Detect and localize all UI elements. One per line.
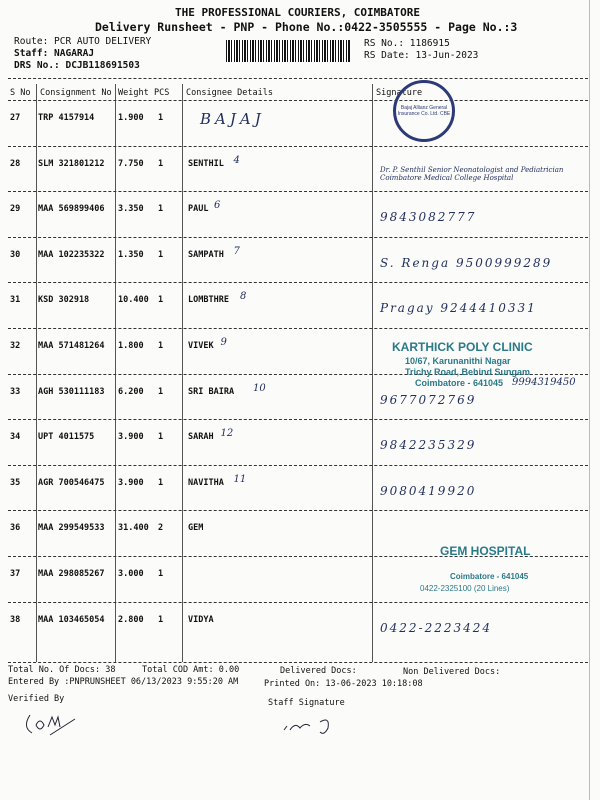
col-signature: Signature [376,88,423,98]
weight: 10.400 [118,295,149,306]
recipient-signature: 9080419920 [380,483,477,498]
weight: 1.800 [118,341,144,351]
row-divider [8,510,588,511]
handwritten-note: 11 [233,473,247,485]
consignment-number: KSD 302918 [38,295,90,306]
pieces: 1 [158,341,164,351]
entered-by: Entered By :PNPRUNSHEET 06/13/2023 9:55:20 AM [8,677,239,687]
verifier-signature [20,707,80,737]
consignment-number: TRP 4157914 [38,113,95,123]
consignment-number: MAA 102235322 [38,249,105,260]
weight: 7.750 [118,158,144,169]
table-row [0,291,600,342]
consignee-name: GEM [188,523,204,534]
handwritten-note: 8 [240,291,247,303]
weight: 1.350 [118,249,144,260]
handwritten-note: 6 [214,200,221,212]
pieces: 1 [158,113,164,123]
rs-number: RS No.: 1186915 [364,38,450,49]
table-row [0,473,600,525]
delivered-docs: Delivered Docs: [280,666,357,676]
hospital-stamp-name: GEM HOSPITAL [440,544,531,558]
weight: 3.900 [118,477,144,488]
serial-number: 29 [10,204,21,215]
col-consignee: Consignee Details [186,88,273,98]
table-row [0,200,600,251]
handwritten-note: 4 [233,154,240,166]
row-divider [8,191,588,192]
company-title: THE PROFESSIONAL COURIERS, COIMBATORE [175,6,421,19]
insurance-seal [393,80,455,142]
pieces: 1 [158,569,164,579]
weight: 3.000 [118,569,144,579]
pieces: 1 [158,158,164,169]
total-cod: Total COD Amt: 0.00 [142,665,240,675]
col-sno: S No [10,88,31,98]
seal-text: Bajaj Allianz General Insurance Co. Ltd. CBE [397,105,451,117]
serial-number: 36 [10,523,21,534]
drs-number: DRS No.: DCJB118691503 [14,60,140,71]
row-divider [8,419,588,420]
consignment-number: MAA 298085267 [38,569,105,579]
col-consignment: Consignment No [40,88,112,98]
serial-number: 32 [10,341,21,351]
row-divider [8,282,588,283]
serial-number: 35 [10,477,21,488]
pieces: 1 [158,386,164,397]
consignment-number: AGR 700546475 [38,477,105,488]
total-docs: Total No. Of Docs: 38 [8,665,116,675]
consignee-name: NAVITHA [188,477,224,488]
consignment-number: MAA 299549533 [38,523,105,534]
consignee-name: PAUL [188,204,209,215]
clinic-phone-handwritten: 9994319450 [512,377,576,388]
consignee-name: VIDYA [188,614,214,625]
table-row [0,154,600,206]
barcode [226,40,350,62]
handwritten-note: 7 [233,245,240,257]
handwritten-note: 9 [220,337,227,348]
weight: 31.400 [118,523,149,534]
table-row [0,428,600,479]
col-weight: Weight [118,88,149,98]
serial-number: 28 [10,158,21,169]
table-row [0,245,600,297]
verified-by-label: Verified By [8,694,65,704]
row-divider [8,100,588,101]
pieces: 1 [158,249,164,260]
hospital-stamp-phone: 0422-2325100 (20 Lines) [420,584,510,593]
rs-date: RS Date: 13-Jun-2023 [364,50,479,61]
consignment-number: SLM 321801212 [38,158,105,169]
route: Route: PCR AUTO DELIVERY [14,36,152,47]
serial-number: 38 [10,614,21,625]
staff: Staff: NAGARAJ [14,48,95,59]
recipient-signature: 9843082777 [380,210,477,225]
recipient-signature: S. Renga 9500999289 [380,255,553,270]
clinic-stamp-name: KARTHICK POLY CLINIC [392,340,533,354]
pieces: 1 [158,204,164,215]
staff-signature-label: Staff Signature [268,698,345,708]
clinic-stamp-address: 10/67, Karunanithi Nagar [405,356,511,366]
consignment-number: MAA 103465054 [38,614,105,625]
handwritten-note: 12 [220,428,234,440]
pieces: 1 [158,432,164,443]
col-pcs: PCS [154,88,170,98]
consignment-number: AGH 530111183 [38,386,105,397]
row-divider [8,146,588,147]
recipient-signature: 9842235329 [380,438,477,453]
row-divider [8,602,588,603]
weight: 1.900 [118,113,144,123]
consignment-number: MAA 571481264 [38,341,105,351]
recipient-signature: 0422-2223424 [380,620,493,635]
consignee-name: SENTHIL [188,158,224,169]
handwritten-note: BAJAJ [200,110,265,128]
weight: 3.350 [118,204,144,215]
serial-number: 30 [10,249,21,260]
consignment-number: MAA 569899406 [38,204,105,215]
serial-number: 33 [10,386,21,397]
consignment-number: UPT 4011575 [38,432,95,443]
non-delivered-docs: Non Delivered Docs: [403,667,501,677]
hospital-stamp-address: Coimbatore - 641045 [450,572,529,581]
pieces: 1 [158,477,164,488]
clinic-stamp-address: Coimbatore - 641045 [415,378,504,388]
serial-number: 34 [10,432,21,443]
table-row [0,616,600,662]
recipient-signature: Dr. P. Senthil Senior Neonatologist and Pediatrician Coimbatore Medical College Hospital [380,165,564,182]
handwritten-note: 10 [253,382,266,394]
staff-signature [280,712,350,737]
printed-on: Printed On: 13-06-2023 10:18:08 [264,679,423,689]
recipient-signature: Pragay 9244410331 [380,301,537,316]
consignee-name: SRI BAIRA [188,386,235,397]
serial-number: 31 [10,295,21,306]
pieces: 1 [158,614,164,625]
weight: 3.900 [118,432,144,443]
serial-number: 37 [10,569,21,579]
row-divider [8,237,588,238]
clinic-stamp-address: Trichy Road, Behind Sungam [405,367,531,377]
consignee-name: SARAH [188,432,214,443]
row-divider [8,465,588,466]
weight: 2.800 [118,614,144,625]
consignee-name: VIVEK [188,341,214,351]
weight: 6.200 [118,386,144,397]
divider [8,662,588,663]
serial-number: 27 [10,113,21,123]
recipient-signature: 9677072769 [380,392,477,407]
consignee-name: SAMPATH [188,249,224,260]
divider [8,78,588,79]
consignee-name: LOMBTHRE [188,295,229,306]
row-divider [8,328,588,329]
pieces: 1 [158,295,164,306]
runsheet-subtitle: Delivery Runsheet - PNP - Phone No.:0422-3505555 - Page No.:3 [95,20,518,34]
pieces: 2 [158,523,164,534]
